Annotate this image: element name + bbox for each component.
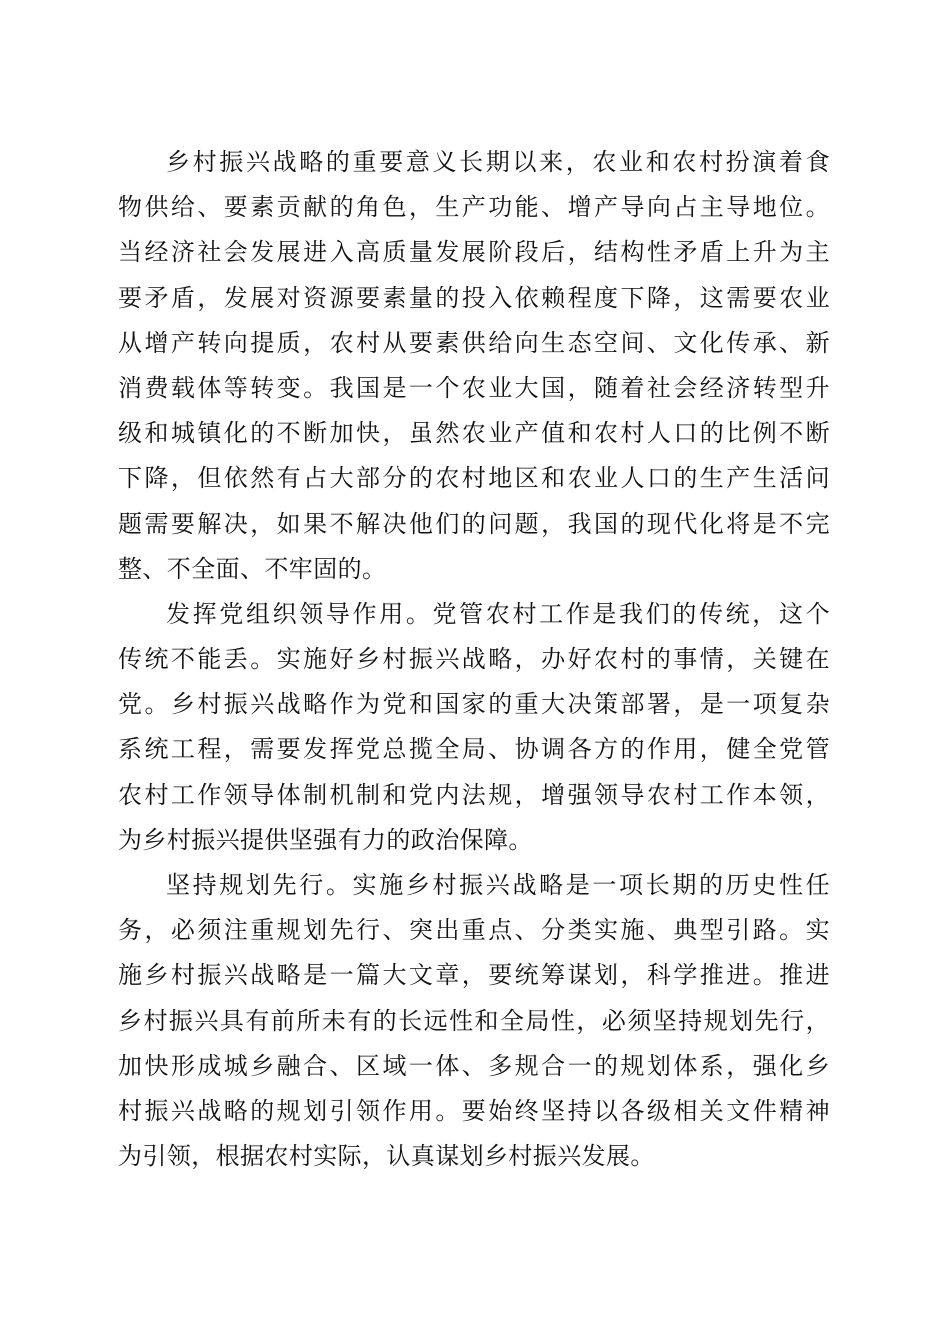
text-line: 发挥党组织领导作用。党管农村工作是我们的传统，这个 [166, 599, 830, 628]
text-line: 乡村振兴战略的重要意义长期以来，农业和农村扮演着食 [166, 148, 830, 176]
text-line: 要矛盾，发展对资源要素量的投入依赖程度下降，这需要农业 [118, 283, 830, 312]
paragraph-planning-first [118, 863, 830, 1179]
text-line: 施乡村振兴战略是一篇大文章，要统筹谋划，科学推进。推进 [118, 961, 830, 990]
text-line: 消费载体等转变。我国是一个农业大国，随着社会经济转型升 [118, 373, 830, 402]
text-line: 党。乡村振兴战略作为党和国家的重大决策部署，是一项复杂 [118, 690, 830, 719]
text-line: 加快形成城乡融合、区域一体、多规合一的规划体系，强化乡 [118, 1051, 830, 1080]
text-line: 下降，但依然有占大部分的农村地区和农业人口的生产生活问 [118, 464, 830, 493]
text-line: 题需要解决，如果不解决他们的问题，我国的现代化将是不完 [118, 509, 830, 538]
text-line: 村振兴战略的规划引领作用。要始终坚持以各级相关文件精神 [118, 1096, 830, 1125]
text-line: 当经济社会发展进入高质量发展阶段后，结构性矛盾上升为主 [118, 238, 830, 267]
text-line: 坚持规划先行。实施乡村振兴战略是一项长期的历史性任 [166, 871, 830, 899]
text-line: 务，必须注重规划先行、突出重点、分类实施、典型引路。实 [118, 916, 830, 945]
text-line: 物供给、要素贡献的角色，生产功能、增产导向占主导地位。 [118, 193, 830, 222]
text-line: 整、不全面、不牢固的。 [118, 554, 387, 583]
text-line: 从增产转向提质，农村从要素供给向生态空间、文化传承、新 [118, 328, 830, 357]
paragraph-party-leadership [118, 592, 830, 863]
text-line: 传统不能丢。实施好乡村振兴战略，办好农村的事情，关键在 [118, 645, 830, 674]
text-line: 为乡村振兴提供坚强有力的政治保障。 [118, 825, 533, 854]
text-line: 为引领，根据农村实际，认真谋划乡村振兴发展。 [118, 1142, 655, 1171]
text-line: 级和城镇化的不断加快，虽然农业产值和农村人口的比例不断 [118, 419, 830, 448]
paragraph-significance [118, 140, 830, 592]
text-line: 系统工程，需要发挥党总揽全局、协调各方的作用，健全党管 [118, 735, 830, 764]
text-line: 乡村振兴具有前所未有的长远性和全局性，必须坚持规划先行， [118, 1006, 830, 1035]
text-line: 农村工作领导体制机制和党内法规，增强领导农村工作本领， [118, 780, 830, 809]
document-page [118, 140, 830, 1179]
